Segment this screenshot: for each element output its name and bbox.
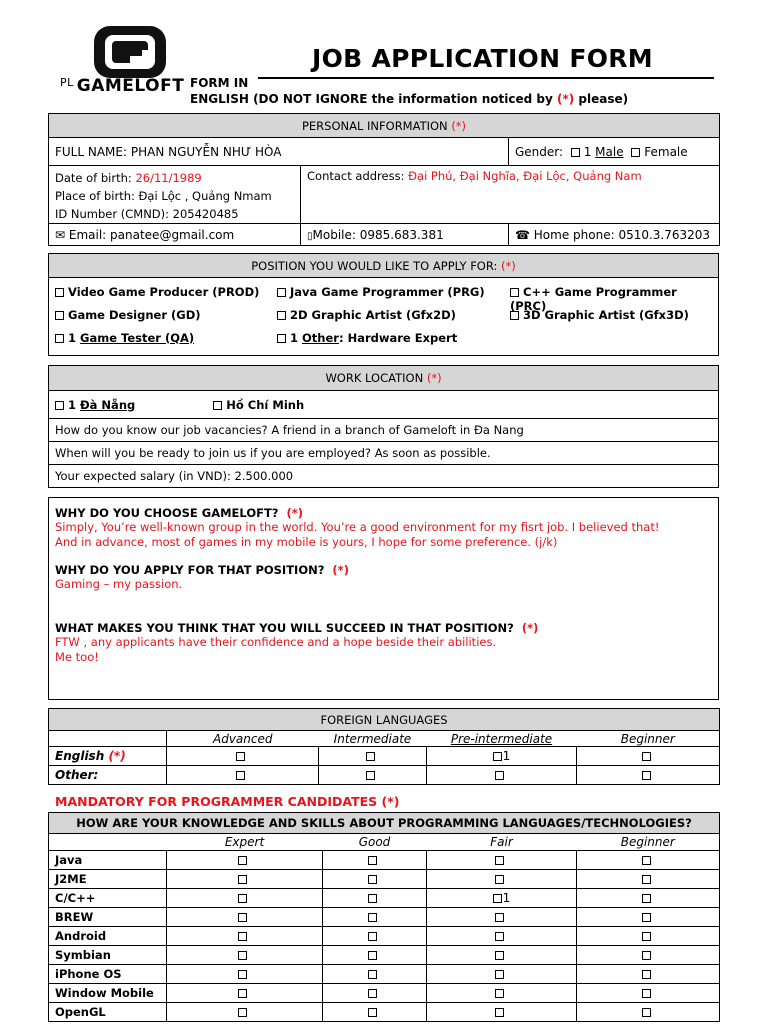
java-good-checkbox[interactable]: [323, 851, 427, 870]
english-preintermediate-checkbox[interactable]: 1: [427, 747, 577, 766]
prog-col-good: Good: [323, 834, 427, 851]
answer-why-position[interactable]: Gaming – my passion.: [55, 577, 183, 591]
android-good-checkbox[interactable]: [323, 927, 427, 946]
android-beginner-checkbox[interactable]: [577, 927, 720, 946]
location-options: [49, 391, 719, 419]
programming-skills-table: [48, 812, 720, 1022]
brew-beginner-checkbox[interactable]: [577, 908, 720, 927]
question-succeed: WHAT MAKES YOU THINK THAT YOU WILL SUCCEED IN THAT POSITION? (*): [55, 621, 539, 635]
work-location-header: WORK LOCATION (*): [49, 366, 719, 391]
lang-col-beginner: Beginner: [577, 731, 720, 747]
position-option-gfx3d[interactable]: 3D Graphic Artist (Gfx3D): [510, 308, 689, 322]
prog-col-beginner: Beginner: [577, 834, 720, 851]
email-field[interactable]: ✉ Email: panatee@gmail.com: [49, 224, 301, 246]
foreign-languages-header: FOREIGN LANGUAGES: [49, 709, 720, 731]
position-header: POSITION YOU WOULD LIKE TO APPLY FOR: (*): [49, 254, 719, 278]
window-mobile-beginner-checkbox[interactable]: [577, 984, 720, 1003]
logo-wordmark: $^{PL}$ GAMELOFT: [60, 76, 185, 96]
salary-field[interactable]: Your expected salary (in VND): 2.500.000: [49, 465, 719, 488]
prog-row-brew: [49, 908, 720, 927]
pob-line: Place of birth: Đại Lộc , Quảng Nmam: [55, 189, 272, 203]
other-intermediate-checkbox[interactable]: [319, 766, 427, 785]
notice-text: ENGLISH (DO NOT IGNORE the information noticed by (*) please): [190, 92, 629, 106]
java-beginner-checkbox[interactable]: [577, 851, 720, 870]
symbian-good-checkbox[interactable]: [323, 946, 427, 965]
opengl-expert-checkbox[interactable]: [167, 1003, 323, 1022]
motivation-section: [48, 497, 719, 700]
female-checkbox[interactable]: [631, 148, 640, 157]
male-checkbox[interactable]: [571, 148, 580, 157]
java-fair-checkbox[interactable]: [427, 851, 577, 870]
prog-col-expert: Expert: [167, 834, 323, 851]
java-expert-checkbox[interactable]: [167, 851, 323, 870]
position-option-qa[interactable]: 1 Game Tester (QA): [55, 331, 194, 345]
window-mobile-expert-checkbox[interactable]: [167, 984, 323, 1003]
prog-col-fair: Fair: [427, 834, 577, 851]
opengl-good-checkbox[interactable]: [323, 1003, 427, 1022]
prog-label: OpenGL: [49, 1003, 167, 1022]
prog-row-c-c: [49, 889, 720, 908]
c-c-good-checkbox[interactable]: [323, 889, 427, 908]
birth-id-field[interactable]: [49, 166, 301, 224]
position-table: [48, 253, 719, 356]
question-why-gameloft: WHY DO YOU CHOOSE GAMELOFT? (*): [55, 506, 304, 520]
prog-row-java: [49, 851, 720, 870]
brew-expert-checkbox[interactable]: [167, 908, 323, 927]
opengl-fair-checkbox[interactable]: [427, 1003, 577, 1022]
lang-col-advanced: Advanced: [213, 731, 273, 746]
prog-label: J2ME: [49, 870, 167, 889]
envelope-icon: ✉: [55, 227, 66, 242]
answer-why-gameloft[interactable]: Simply, You’re well-known group in the world. You’re a good environment for my fisrt job. I believed that! And in advance, most of games in my mobile is yours, I hope for some preference. (j/k): [55, 520, 660, 549]
prog-label: Android: [49, 927, 167, 946]
j2me-good-checkbox[interactable]: [323, 870, 427, 889]
iphone-os-expert-checkbox[interactable]: [167, 965, 323, 984]
availability-field[interactable]: When will you be ready to join us if you are employed? As soon as possible.: [49, 442, 719, 465]
vacancy-source-field[interactable]: How do you know our job vacancies? A friend in a branch of Gameloft in Đa Nang: [49, 419, 719, 442]
gameloft-logo-icon: [90, 24, 170, 80]
symbian-beginner-checkbox[interactable]: [577, 946, 720, 965]
english-intermediate-checkbox[interactable]: [319, 747, 427, 766]
home-phone-field[interactable]: ☎ Home phone: 0510.3.763203: [509, 224, 720, 246]
prog-label: Window Mobile: [49, 984, 167, 1003]
id-line: ID Number (CMND): 205420485: [55, 207, 239, 221]
window-mobile-good-checkbox[interactable]: [323, 984, 427, 1003]
window-mobile-fair-checkbox[interactable]: [427, 984, 577, 1003]
prog-label: Java: [49, 851, 167, 870]
prog-label: iPhone OS: [49, 965, 167, 984]
j2me-beginner-checkbox[interactable]: [577, 870, 720, 889]
other-beginner-checkbox[interactable]: [577, 766, 720, 785]
opengl-beginner-checkbox[interactable]: [577, 1003, 720, 1022]
position-option-prg[interactable]: Java Game Programmer (PRG): [277, 285, 485, 299]
lang-row-english: English (*): [49, 747, 167, 766]
answer-succeed[interactable]: FTW , any applicants have their confidence and a hope beside their abilities. Me too!: [55, 635, 497, 664]
c-c-beginner-checkbox[interactable]: [577, 889, 720, 908]
lang-col-intermediate: Intermediate: [333, 731, 412, 746]
position-option-prod[interactable]: Video Game Producer (PROD): [55, 285, 259, 299]
lang-row-other: Other:: [49, 766, 167, 785]
programming-skills-header: HOW ARE YOUR KNOWLEDGE AND SKILLS ABOUT PROGRAMMING LANGUAGES/TECHNOLOGIES?: [49, 813, 720, 834]
dob-line: Date of birth: 26/11/1989: [55, 171, 202, 185]
question-why-position: WHY DO YOU APPLY FOR THAT POSITION? (*): [55, 563, 349, 577]
prog-row-j2me: [49, 870, 720, 889]
gender-field: Gender: 1 Male Female: [509, 138, 720, 166]
j2me-expert-checkbox[interactable]: [167, 870, 323, 889]
foreign-languages-table: [48, 708, 720, 785]
lang-col-pre-intermediate: Pre-intermediate: [450, 731, 553, 746]
other-advanced-checkbox[interactable]: [167, 766, 319, 785]
c-c-expert-checkbox[interactable]: [167, 889, 323, 908]
personal-info-table: [48, 113, 720, 246]
english-advanced-checkbox[interactable]: [167, 747, 319, 766]
form-in-label: FORM IN: [190, 76, 249, 90]
symbian-expert-checkbox[interactable]: [167, 946, 323, 965]
position-options: [49, 278, 719, 356]
symbian-fair-checkbox[interactable]: [427, 946, 577, 965]
prog-label: C/C++: [49, 889, 167, 908]
android-expert-checkbox[interactable]: [167, 927, 323, 946]
brew-fair-checkbox[interactable]: [427, 908, 577, 927]
contact-address-field[interactable]: Contact address: Đại Phú, Đại Nghĩa, Đại Lộc, Quảng Nam: [301, 166, 720, 224]
telephone-icon: ☎: [515, 227, 530, 242]
mobile-phone-icon: ▯: [307, 230, 313, 242]
mandatory-programmer-label: MANDATORY FOR PROGRAMMER CANDIDATES (*): [55, 794, 400, 809]
work-location-table: [48, 365, 719, 488]
prog-row-iphone-os: [49, 965, 720, 984]
prog-row-window-mobile: [49, 984, 720, 1003]
english-beginner-checkbox[interactable]: [577, 747, 720, 766]
prog-row-opengl: [49, 1003, 720, 1022]
mobile-field[interactable]: ▯Mobile: 0985.683.381: [301, 224, 509, 246]
brew-good-checkbox[interactable]: [323, 908, 427, 927]
form-language-notice: [190, 75, 628, 107]
j2me-fair-checkbox[interactable]: [427, 870, 577, 889]
position-option-other[interactable]: 1 Other: Hardware Expert: [277, 331, 457, 345]
position-option-prc[interactable]: C++ Game Programmer (PRC): [510, 284, 677, 313]
iphone-os-beginner-checkbox[interactable]: [577, 965, 720, 984]
cpp-fair-check: 1: [502, 891, 511, 905]
position-option-gfx2d[interactable]: 2D Graphic Artist (Gfx2D): [277, 308, 456, 322]
personal-info-header: PERSONAL INFORMATION (*): [49, 114, 720, 138]
iphone-os-fair-checkbox[interactable]: [427, 965, 577, 984]
location-option-danang[interactable]: 1 Đà Nẵng: [55, 398, 135, 412]
full-name-field[interactable]: FULL NAME: PHAN NGUYỄN NHƯ HÒA: [49, 138, 509, 166]
prog-row-symbian: [49, 946, 720, 965]
page-title: JOB APPLICATION FORM: [312, 44, 653, 73]
prog-label: BREW: [49, 908, 167, 927]
prog-label: Symbian: [49, 946, 167, 965]
position-option-gd[interactable]: Game Designer (GD): [55, 308, 201, 322]
c-c-fair-checkbox[interactable]: [427, 889, 577, 908]
title-underline: [258, 77, 714, 79]
iphone-os-good-checkbox[interactable]: [323, 965, 427, 984]
prog-row-android: [49, 927, 720, 946]
other-preintermediate-checkbox[interactable]: [427, 766, 577, 785]
android-fair-checkbox[interactable]: [427, 927, 577, 946]
location-option-hcm[interactable]: Hồ Chí Minh: [213, 398, 304, 412]
